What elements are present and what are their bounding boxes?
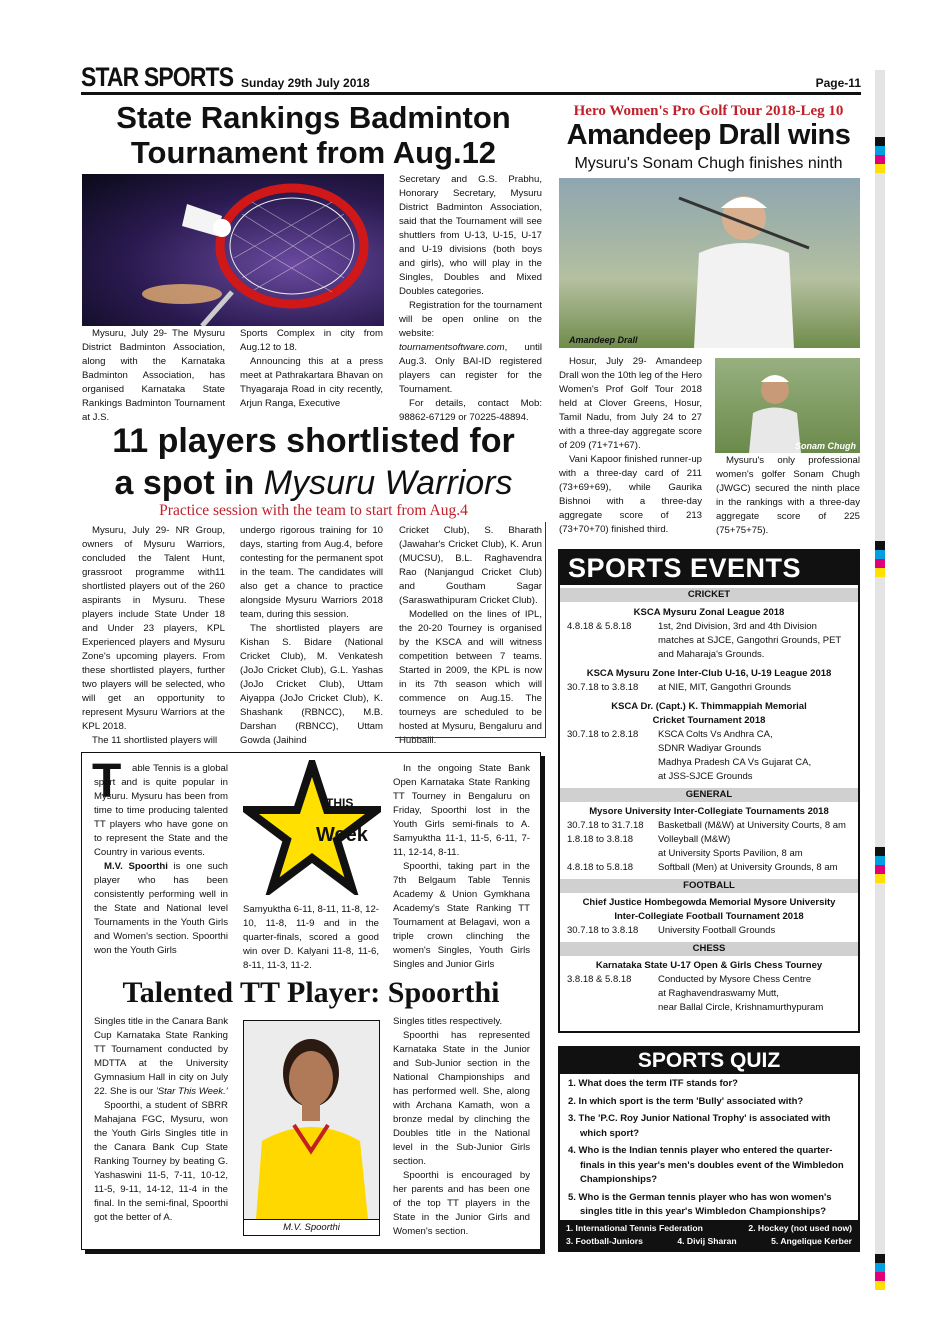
football-date: 30.7.18 to 3.8.18 [567, 925, 639, 936]
quiz-answer-4: 4. Divij Sharan [677, 1236, 737, 1246]
cricket-t3-line3: Madhya Pradesh CA Vs Gujarat CA, [658, 757, 812, 768]
golf-photo-drall [559, 178, 860, 348]
brand-logo: STAR SPORTS [81, 62, 234, 92]
golf-subhead: Mysuru's Sonam Chugh finishes ninth [574, 155, 843, 172]
spoorthi-photo-caption: M.V. Spoorthi [244, 1219, 379, 1235]
cricket-t3-line4: at JSS-SJCE Grounds [658, 771, 753, 782]
general-row-1 [560, 819, 858, 833]
quiz-answer-5: 5. Angelique Kerber [771, 1236, 852, 1246]
page-number: Page-11 [815, 76, 861, 90]
golf-photo-chugh [715, 358, 860, 453]
chess-line3: near Ballal Circle, Krishnamurthypuram [658, 1002, 824, 1013]
tt-player-name: M.V. Spoorthi [104, 861, 168, 872]
cricket-t3-line1: KSCA Colts Vs Andhra CA, [658, 729, 773, 740]
cricket-t1-title: KSCA Mysuru Zonal League 2018 [633, 607, 785, 618]
general-row-2 [560, 833, 858, 861]
badminton-col-2-text-a: Sports Complex in city from Aug.12 to 18. [240, 328, 383, 353]
tt-bottom-col-1-text-b: Spoorthi, a student of SBRR Mahajana FGC, Mysuru, won the Youth Girls Singles title in the Canara Bank Cup State Ranking Tourney by beating G. Yashaswini 11-5, 7-11, 10-12, 11-5, 9-11, 14-12, 11-4 in the final. In the semi-final, Spoorthi got the better of A. [94, 1100, 228, 1223]
registration-strip [875, 70, 885, 1280]
warriors-col-2-text-b: The shortlisted players are Kishan S. Bidare (National Cricket Club), M. Venkatesh (JoJo Cricket Club), G.L. Yashas (JoJo Cricket Club), Uttam Aiyappa (JoJo Cricket Club), K. Shashank (RBNCC), M.B. Darshan (RBNCC), Uttam Gowda (Jaihind [240, 623, 383, 746]
general-r1-info: Basketball (M&W) at University Courts, 8 am [658, 820, 846, 831]
tt-col-1-text-a: able Tennis is a global sport and is quite popular in Mysuru. Mysuru has been from time to time producing talented TT players who have gone on to represent the State and the Country in various events. [94, 763, 228, 858]
tt-bottom-col-3-text-c: Spoorthi is encouraged by her parents and has been one of the top TT players in the State in the Junior Girls and Women's section. [393, 1170, 530, 1237]
chess-title: Karnataka State U-17 Open & Girls Chess Tourney [595, 960, 823, 971]
star-this-label: THIS [326, 796, 354, 810]
warriors-headline-line1: 11 players shortlisted for [112, 422, 515, 460]
section-general: GENERAL [560, 788, 858, 802]
football-row [560, 924, 858, 938]
cricket-t3-title-b: Cricket Tournament 2018 [652, 715, 766, 726]
quiz-answers [560, 1220, 858, 1250]
registration-link[interactable]: tournamentsoftware.com [399, 342, 505, 353]
cricket-t3-info [658, 728, 811, 784]
section-football: FOOTBALL [560, 879, 858, 893]
golfer-chugh-illustration [715, 358, 860, 453]
quiz-question-1: 1. What does the term ITF stands for? [568, 1078, 738, 1089]
football-title-b: Inter-Collegiate Football Tournament 2018 [614, 911, 804, 922]
cricket-t3-title-a: KSCA Dr. (Capt.) K. Thimmappiah Memorial [611, 701, 807, 712]
cricket-t3-row [560, 728, 858, 784]
chess-row [560, 973, 858, 1015]
warriors-col-2 [240, 524, 383, 748]
cricket-t3-line2: SDNR Wadiyar Grounds [658, 743, 762, 754]
sports-events-title: SPORTS EVENTS [560, 551, 858, 585]
tt-bottom-col-1-text-a-main: Singles title in the Canara Bank Cup Karnataka State Ranking TT Tournament conducted by MDTTA at the University Gymnasium Hall in city on July 22. She is our [94, 1016, 228, 1097]
tt-bottom-col-1 [94, 1015, 228, 1225]
badminton-photo [82, 174, 384, 326]
chess-date: 3.8.18 & 5.8.18 [567, 974, 632, 985]
tt-col-1 [94, 762, 228, 958]
general-t1-title: Mysore University Inter-Collegiate Tournaments 2018 [589, 806, 829, 817]
cricket-t2-date: 30.7.18 to 3.8.18 [567, 682, 639, 693]
badminton-col-1-text: Mysuru, July 29- The Mysuru District Badminton Association, along with the Karnataka Badminton Association, has organised Karnataka State Rankings Badminton Tournament at J.S. [82, 328, 225, 423]
tt-col-3 [393, 762, 530, 972]
golf-col-1-text-b: Vani Kapoor finished runner-up with a three-day card of 211 (73+69+69), while Gaurika Bishnoi with a three-day aggregate score of 213 (73+70+70) finished third. [559, 454, 702, 535]
badminton-col-1 [82, 327, 225, 425]
tt-bottom-col-3-text-a: Singles titles respectively. [393, 1016, 503, 1027]
tt-col-1-text-b-rest: is one such player who has been consistently performing well in the State and National level Tournaments in the Youth Girls and Women's section. Spoorthi won the Youth Girls [94, 861, 228, 956]
tt-bottom-col-3 [393, 1015, 530, 1239]
warriors-border [395, 522, 546, 738]
quiz-answers-row-2 [566, 1235, 852, 1248]
warriors-subhead: Practice session with the team to start from Aug.4 [159, 502, 468, 519]
cricket-t3-date: 30.7.18 to 2.8.18 [567, 729, 639, 740]
golf-col-2 [716, 454, 860, 538]
golf-photo-drall-caption: Amandeep Drall [569, 335, 638, 345]
star-week-label: Week [316, 824, 368, 846]
tt-col-2-text: Samyuktha 6-11, 8-11, 11-8, 12-10, 11-8, 11-9 and in the quarter-finals, scored a good win over D. Kalyani 11-8, 11-6, 8-11, 11-3, 11-2. [243, 904, 379, 971]
warriors-headline-line2 [81, 462, 546, 504]
general-row-3 [560, 861, 858, 875]
sports-quiz-title: SPORTS QUIZ [560, 1048, 858, 1074]
warriors-col-3-text-a: Cricket Club), S. Bharath (Jawahar's Cricket Club), K. Arun (MUCSU), B.L. Raghavendra Rao (Nanjangud Cricket Club) and Goutham Sagar (Saraswathipuram Cricket Club). [399, 525, 542, 606]
registration-marks-2 [875, 541, 885, 577]
general-r3-date: 4.8.18 to 5.8.18 [567, 862, 634, 873]
cricket-t1-row [560, 620, 858, 662]
registration-post: , until Aug.3. Only BAI-ID registered players can register for the Tournament. [399, 342, 542, 395]
masthead-rule [81, 92, 861, 95]
tt-bottom-col-3-text-b: Spoorthi has represented Karnataka State in the Junior and Sub-Junior section in the National Championships and has performed well. She, along with Archana Kamath, won a bronze medal by clinching the Doubles title in the National level in the Sub-Junior Girls section. [393, 1030, 530, 1167]
section-cricket: CRICKET [560, 588, 858, 602]
warriors-col-2-text-a: undergo rigorous training for 10 days, starting from Aug.4, before contesting for the permanent spot in the team. The candidates will also get a chance to practice alongside Mysuru Warriors 2018 team, during this session. [240, 525, 383, 620]
general-r3-info: Softball (Men) at University Grounds, 8 am [658, 862, 838, 873]
golfer-illustration [559, 178, 860, 348]
warriors-col-3-text-b: Modelled on the lines of IPL, the 20-20 Tourney is organised by the KSCA and will witness competition between 7 teams. Started in 2009, the KPL is now in its 7th season which will commence on Aug.15. The tourneys are scheduled to be hosted at Mysuru, Bengaluru and Hubballi. [399, 609, 542, 746]
racket-shuttlecock-illustration [82, 174, 384, 326]
badminton-headline-line2: Tournament from Aug.12 [130, 135, 497, 170]
tt-col-1-text-b [94, 860, 228, 958]
golf-col-1-text-a: Hosur, July 29- Amandeep Drall won the 10th leg of the Hero Women's Prof Golf Tour 2018 held at Clover Greens, Hosur, Tamil Nadu, from July 24 to 27 with a three-day aggregate score of 209 (71+71+67). [559, 356, 702, 451]
warriors-headline [81, 420, 546, 504]
tt-bottom-col-1-text-a [94, 1015, 228, 1099]
quiz-question-3: 3. The 'P.C. Roy Junior National Trophy' is associated with which sport? [568, 1113, 831, 1139]
quiz-question-4: 4. Who is the Indian tennis player who entered the quarter-finals in this year's men's doubles event of the Wimbledon Championships? [568, 1145, 844, 1185]
badminton-col-3-text-a: Secretary and G.S. Prabhu, Honorary Secretary, Mysuru District Badminton Association, said that the Tournament will see shuttlers from U-13, U-15, U-17 and U-19 divisions (both boys and girls), who will play in the Singles, Doubles and Mixed Doubles categories. [399, 174, 542, 297]
star-this-week-quote: 'Star This Week.' [155, 1086, 228, 1097]
golf-col-1 [559, 355, 702, 537]
registration-marks-1 [875, 137, 885, 173]
cricket-t2-info: at NIE, MIT, Gangothri Grounds [658, 682, 792, 693]
badminton-col-3 [399, 173, 542, 425]
cricket-t1-date: 4.8.18 & 5.8.18 [567, 621, 632, 632]
golf-photo-chugh-caption: Sonam Chugh [795, 441, 856, 451]
cricket-t2-title: KSCA Mysuru Zone Inter-Club U-16, U-19 League 2018 [586, 668, 832, 679]
quiz-question-5: 5. Who is the German tennis player who has won women's singles title in this year's Wimbledon Championships? [568, 1191, 832, 1217]
warriors-col-1-text-a: Mysuru, July 29- NR Group, owners of Mysuru Warriors, concluded the Talent Hunt, grassroot programme with11 shortlisted players out of the 260 aspirants in Mysuru. These players include State Under 18 and Under 23 players, KPL Experienced players and Mysuru Zone's upcoming players. From these shortlisted players, further two players will be selected, who will get an opportunity to represent Mysuru Warriors at the KPL 2018. [82, 525, 225, 732]
general-r2-line2: at University Sports Pavilion, 8 am [658, 848, 803, 859]
golf-headline: Amandeep Drall wins [566, 119, 851, 151]
football-title-a: Chief Justice Hombegowda Memorial Mysore University [582, 897, 836, 908]
tt-headline: Talented TT Player: Spoorthi [122, 976, 500, 1009]
general-r2-date: 1.8.18 to 3.8.18 [567, 834, 634, 845]
chess-line1: Conducted by Mysore Chess Centre [658, 974, 812, 985]
warriors-headline-team: Mysuru Warriors [263, 464, 513, 502]
quiz-question-2: 2. In which sport is the term 'Bully' associated with? [568, 1095, 804, 1107]
tt-col-2 [243, 903, 379, 973]
tt-col-3-text-b: Spoorthi, taking part in the 7th Belgaum Table Tennis Academy & Union Gymkhana Academy's State Ranking TT Tournament at Belagavi, won a triple crown clinching the women's Singles, Youth Girls Singles and Junior Girls [393, 861, 530, 970]
registration-marks-3 [875, 847, 885, 883]
badminton-col-2 [240, 327, 383, 411]
general-r2-info [658, 833, 803, 861]
quiz-answer-1: 1. International Tennis Federation [566, 1223, 703, 1233]
warriors-headline-pre: a spot in [114, 464, 264, 502]
spoorthi-photo [243, 1020, 380, 1236]
quiz-answers-row-1 [566, 1222, 852, 1235]
quiz-questions [560, 1074, 858, 1220]
general-r1-date: 30.7.18 to 31.7.18 [567, 820, 644, 831]
badminton-col-2-text-b: Announcing this at a press meet at Pathrakartara Bhavan on Thyagaraja Road in city recently, Arjun Ranga, Executive [240, 356, 383, 409]
section-chess: CHESS [560, 942, 858, 956]
masthead [81, 62, 861, 96]
star-this-week [243, 760, 381, 895]
tt-dropcap: T [92, 755, 122, 808]
chess-line2: at Raghavendraswamy Mutt, [658, 988, 779, 999]
badminton-col-3-text-c: For details, contact Mob: 98862-67129 or 70225-48894. [399, 398, 542, 423]
sports-events-panel [558, 549, 860, 1033]
player-portrait-illustration [244, 1021, 379, 1219]
issue-date: Sunday 29th July 2018 [241, 76, 370, 90]
cricket-t2-row [560, 681, 858, 695]
badminton-col-3-text-b [399, 299, 542, 397]
badminton-headline-line1: State Rankings Badminton [116, 100, 511, 135]
sports-quiz-panel [558, 1046, 860, 1252]
warriors-col-1 [82, 524, 225, 748]
golf-kicker: Hero Women's Pro Golf Tour 2018-Leg 10 [573, 103, 844, 119]
general-r2-line1: Volleyball (M&W) [658, 834, 731, 845]
quiz-answer-2: 2. Hockey (not used now) [748, 1223, 852, 1233]
golf-col-2-text: Mysuru's only professional women's golfer Sonam Chugh (JWGC) secured the ninth place in the rankings with a three-day aggregate score of 225 (75+75+75). [716, 455, 860, 536]
registration-pre: Registration for the tournament will be open online on the website: [399, 300, 542, 339]
quiz-answer-3: 3. Football-Juniors [566, 1236, 643, 1246]
badminton-headline [81, 100, 546, 170]
chess-info [658, 973, 823, 1015]
cricket-t1-info: 1st, 2nd Division, 3rd and 4th Division matches at SJCE, Gangothri Grounds, PET and Maharaja's Grounds. [658, 621, 842, 660]
football-info: University Football Grounds [658, 925, 776, 936]
tt-col-3-text-a: In the ongoing State Bank Open Karnataka State Ranking TT Tourney in Bengaluru on Friday, Spoorthi lost in the Youth Girls semi-finals to A. Samyuktha 11-1, 11-5, 6-11, 7-11, 12-14, 8-11. [393, 763, 530, 858]
warriors-col-1-text-b: The 11 shortlisted players will [92, 735, 218, 746]
registration-marks-4 [875, 1254, 885, 1290]
